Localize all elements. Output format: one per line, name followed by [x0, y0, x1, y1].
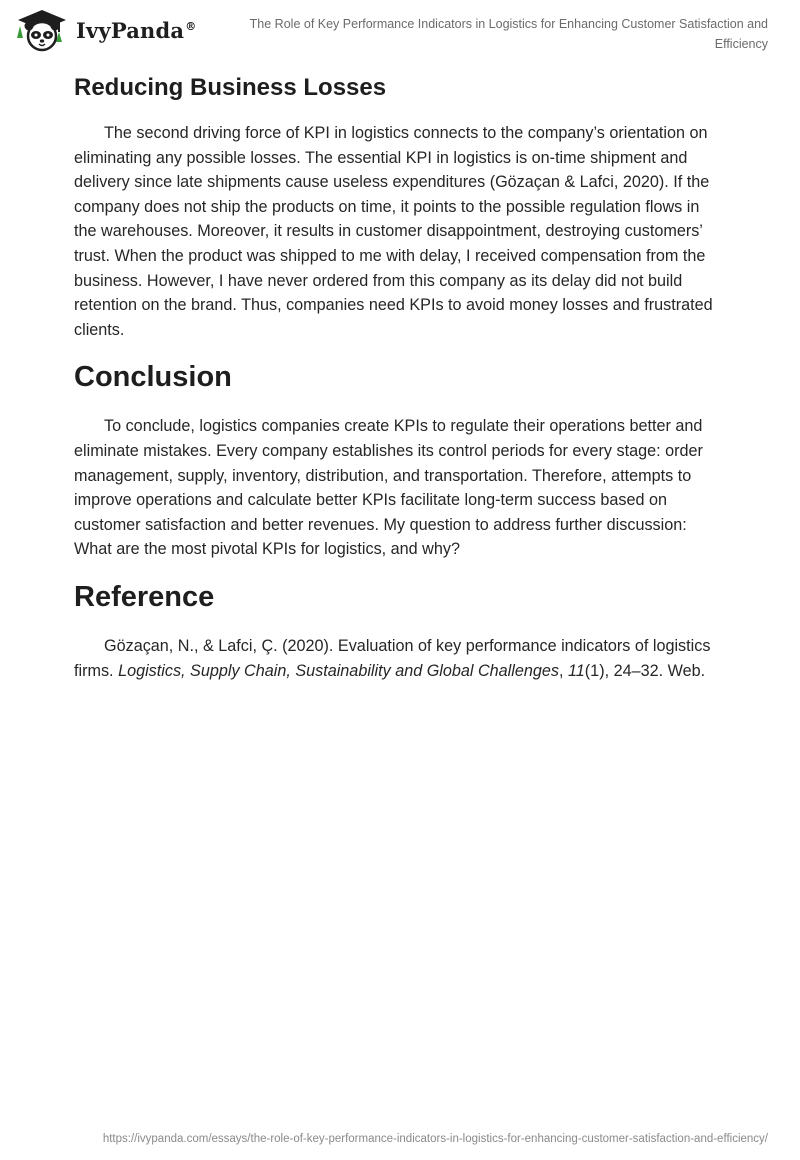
heading-reference: Reference	[74, 580, 215, 613]
brand-name-text: IvyPanda	[76, 17, 185, 43]
document-title: The Role of Key Performance Indicators in Logistics for Enhancing Customer Satisfaction and Efficiency	[249, 17, 768, 51]
footer-source-link[interactable]: https://ivypanda.com/essays/the-role-of-key-performance-indicators-in-logistics-for-enhancing-customer-satisfaction-and-efficiency/	[102, 1133, 768, 1145]
brand-logo[interactable]	[14, 8, 196, 52]
page-header	[0, 0, 800, 62]
reference-authors: Gözaçan, N., & Lafci, Ç. (2020). Evaluation of key performance indicators of logistics firms.	[74, 636, 711, 680]
reference-issue-pages: (1), 24–32. Web.	[584, 661, 706, 680]
panda-graduate-icon	[14, 8, 70, 52]
reference-entry	[74, 634, 726, 683]
heading-conclusion: Conclusion	[74, 361, 232, 394]
paragraph-conclusion: To conclude, logistics companies create KPIs to regulate their operations better and eliminate mistakes. Every company establishes its control periods for every stage: order management, supply, inventory, distribution, and transportation. Therefore, attempts to improve operations and calculate better KPIs facilitate long-term success based on customer satisfaction and better revenues. My question to address further discussion: What are the most pivotal KPIs for logistics, and why?	[74, 417, 703, 559]
essay-content	[74, 72, 726, 700]
reference-journal: Logistics, Supply Chain, Sustainability and Global Challenges	[118, 661, 559, 680]
registered-mark: ®	[185, 19, 197, 33]
reference-separator: ,	[558, 661, 568, 680]
paragraph-reducing-losses: The second driving force of KPI in logistics connects to the company’s orientation on eliminating any possible losses. The essential KPI in logistics is on-time shipment and delivery since late shipments cause useless expenditures (Gözaçan & Lafci, 2020). If the company does not ship the products on time, it points to the possible regulation flows in the warehouses. Moreover, it results in customer disappointment, destroying customers’ trust. When the product was shipped to me with delay, I received compensation from the business. However, I have never ordered from this company as its delay did not build retention on the brand. Thus, companies need KPIs to avoid money losses and frustrated clients.	[74, 124, 713, 339]
brand-name	[76, 18, 196, 43]
reference-volume: 11	[567, 661, 585, 680]
heading-reducing-losses: Reducing Business Losses	[74, 74, 387, 101]
